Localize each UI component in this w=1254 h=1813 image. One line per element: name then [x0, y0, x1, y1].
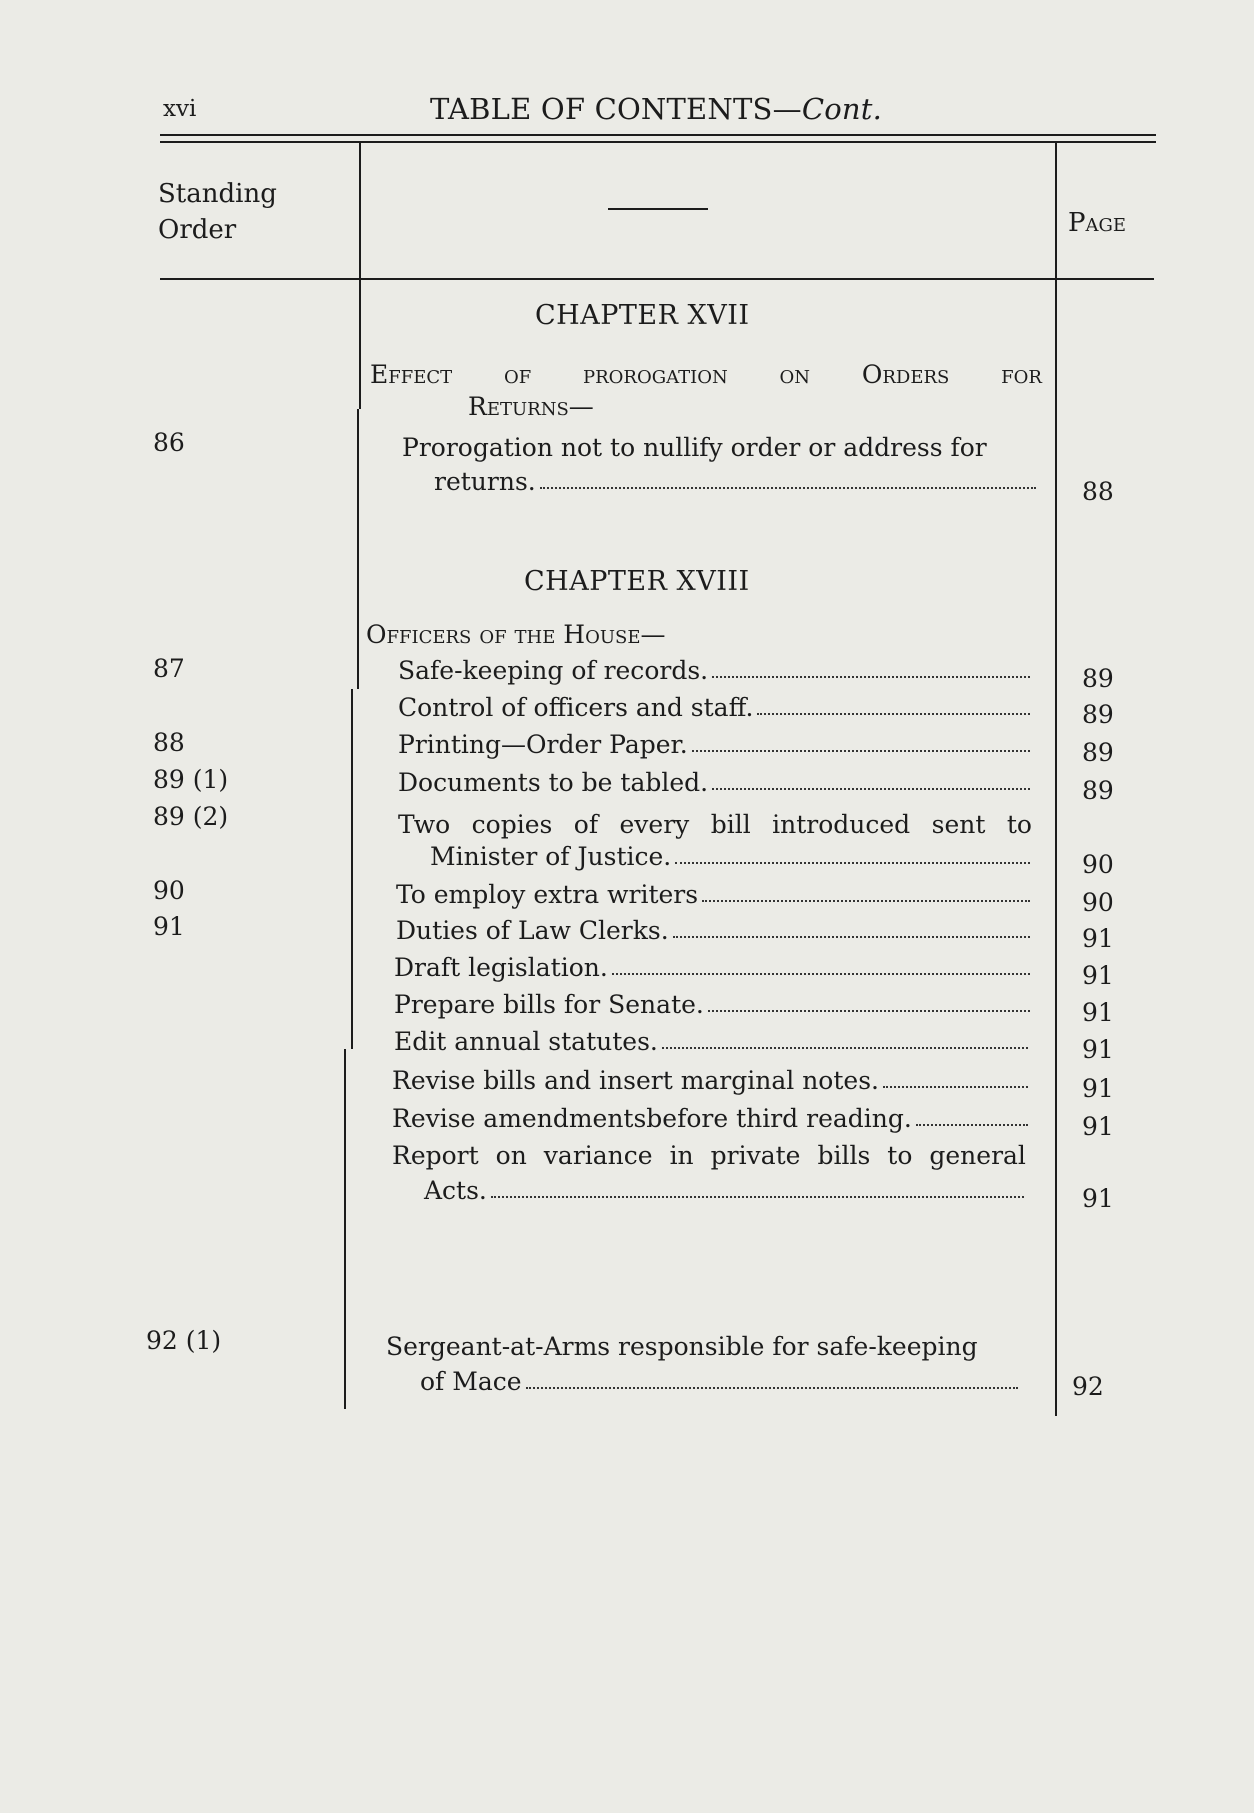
page-number: 92 [1072, 1372, 1104, 1401]
dot-leader [673, 936, 1030, 938]
page-number: 91 [1082, 1184, 1114, 1213]
center-heading-dash [608, 208, 708, 210]
dot-leader [491, 1196, 1024, 1198]
standing-order-number: 86 [153, 428, 185, 457]
dot-leader [692, 750, 1030, 752]
page-numeral: xvi [163, 96, 197, 122]
page-number: 89 [1082, 776, 1114, 805]
dot-leader [662, 1047, 1028, 1049]
top-rule-2 [160, 141, 1156, 143]
dot-leader [612, 973, 1030, 975]
page-number: 89 [1082, 700, 1114, 729]
section-heading: Effect of prorogation on Orders for [370, 360, 1042, 389]
standing-order-number: 92 (1) [146, 1326, 222, 1355]
entry-text: Duties of Law Clerks. [396, 916, 1032, 945]
page-number: 91 [1082, 924, 1114, 953]
column-rule-left [344, 1049, 346, 1409]
entry-text: Printing—Order Paper. [398, 730, 1032, 759]
chapter-heading: CHAPTER XVII [535, 300, 750, 331]
entry-text: Documents to be tabled. [398, 768, 1032, 797]
page-number: 89 [1082, 664, 1114, 693]
standing-order-number: 88 [153, 728, 185, 757]
entry-text-continued: of Mace [420, 1367, 1020, 1396]
top-rule-1 [160, 134, 1156, 136]
page-number: 89 [1082, 738, 1114, 767]
dot-leader [757, 713, 1030, 715]
dot-leader [883, 1086, 1028, 1088]
entry-text: Prepare bills for Senate. [394, 990, 1032, 1019]
page-number: 91 [1082, 1035, 1114, 1064]
entry-text-continued: Minister of Justice. [430, 842, 1032, 871]
column-rule-left [359, 141, 361, 409]
section-heading: Officers of the House— [366, 620, 666, 649]
dot-leader [540, 487, 1036, 489]
dot-leader [708, 1010, 1030, 1012]
entry-text: Control of officers and staff. [398, 693, 1032, 722]
dot-leader [526, 1387, 1018, 1389]
entry-text-continued: returns. [434, 467, 1038, 496]
standing-order-heading: Standing Order [158, 179, 277, 245]
entry-text: Edit annual statutes. [394, 1027, 1030, 1056]
page-number: 91 [1082, 998, 1114, 1027]
entry-text: Safe-keeping of records. [398, 656, 1032, 685]
entry-text: Two copies of every bill introduced sent to [398, 810, 1032, 839]
standing-order-number: 90 [153, 876, 185, 905]
page-title: TABLE OF CONTENTS—Cont. [430, 92, 883, 126]
entry-text: Report on variance in private bills to general [392, 1141, 1026, 1170]
dot-leader [712, 676, 1030, 678]
page-number: 90 [1082, 850, 1114, 879]
page-heading: Page [1068, 208, 1127, 238]
dot-leader [675, 862, 1030, 864]
dot-leader [916, 1124, 1028, 1126]
standing-order-number: 89 (1) [153, 765, 229, 794]
page-number: 91 [1082, 961, 1114, 990]
dot-leader [712, 788, 1030, 790]
dot-leader [702, 900, 1030, 902]
page-number: 91 [1082, 1074, 1114, 1103]
entry-text-continued: Acts. [424, 1176, 1026, 1205]
column-rule-right [1055, 141, 1057, 1416]
column-rule-left [351, 689, 353, 1049]
header-rule [160, 278, 1154, 280]
column-rule-left [357, 409, 359, 689]
standing-order-number: 89 (2) [153, 802, 229, 831]
entry-text: To employ extra writers [396, 880, 1032, 909]
page-number: 91 [1082, 1112, 1114, 1141]
chapter-heading: CHAPTER XVIII [524, 566, 750, 597]
standing-order-number: 91 [153, 912, 185, 941]
entry-text: Prorogation not to nullify order or address for [402, 433, 987, 462]
section-heading-continued: Returns— [468, 392, 594, 421]
entry-text: Revise bills and insert marginal notes. [392, 1066, 1030, 1095]
page-number: 88 [1082, 477, 1114, 506]
standing-order-number: 87 [153, 654, 185, 683]
entry-text: Sergeant-at-Arms responsible for safe-keeping [386, 1332, 978, 1361]
page-number: 90 [1082, 888, 1114, 917]
entry-text: Revise amendmentsbefore third reading. [392, 1104, 1030, 1133]
entry-text: Draft legislation. [394, 953, 1032, 982]
